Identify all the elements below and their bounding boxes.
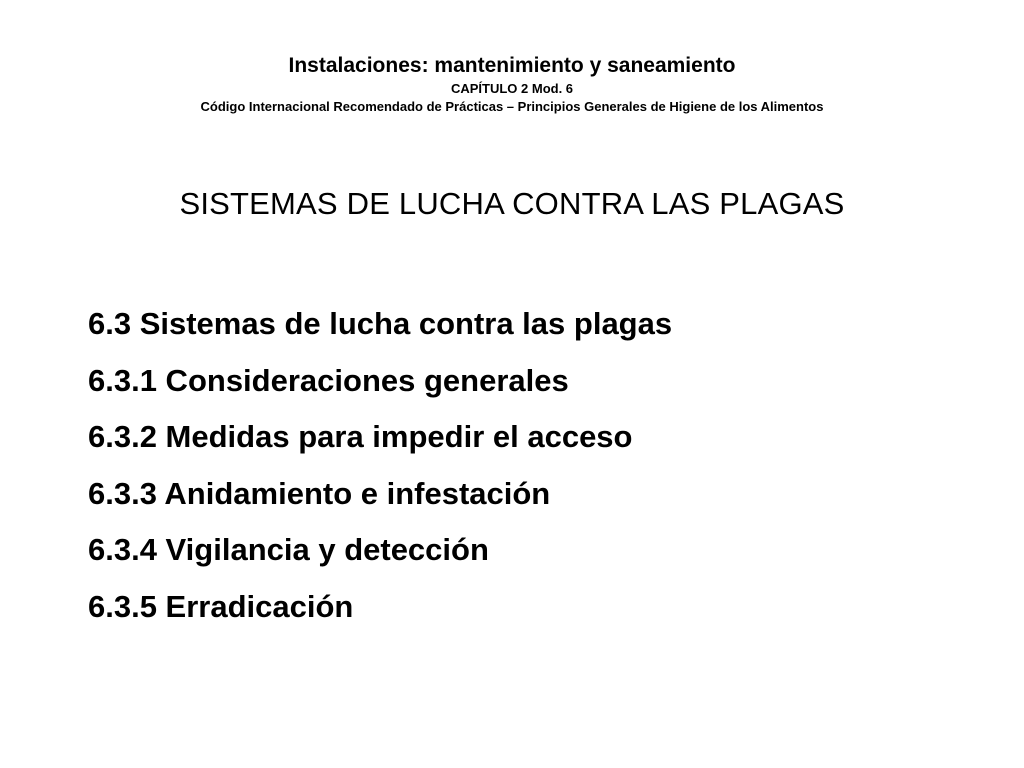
topic-item-6-3-5: 6.3.5 Erradicación bbox=[88, 588, 354, 624]
header-code-reference: Código Internacional Recomendado de Prácticas – Principios Generales de Higiene de los Alimentos bbox=[200, 99, 824, 114]
topic-item-6-3-3: 6.3.3 Anidamiento e infestación bbox=[88, 475, 551, 511]
topic-list bbox=[88, 296, 672, 635]
topic-item-6-3-2: 6.3.2 Medidas para impedir el acceso bbox=[88, 419, 633, 454]
main-title: SISTEMAS DE LUCHA CONTRA LAS PLAGAS bbox=[179, 186, 845, 221]
topic-item-6-3: 6.3 Sistemas de lucha contra las plagas bbox=[88, 306, 673, 341]
topic-item-6-3-4: 6.3.4 Vigilancia y detección bbox=[88, 532, 489, 567]
header-subtitle: CAPÍTULO 2 Mod. 6 bbox=[450, 81, 574, 96]
slide-header bbox=[0, 52, 1024, 116]
topic-item-6-3-1: 6.3.1 Consideraciones generales bbox=[88, 362, 569, 398]
header-title: Instalaciones: mantenimiento y saneamiento bbox=[288, 54, 736, 77]
